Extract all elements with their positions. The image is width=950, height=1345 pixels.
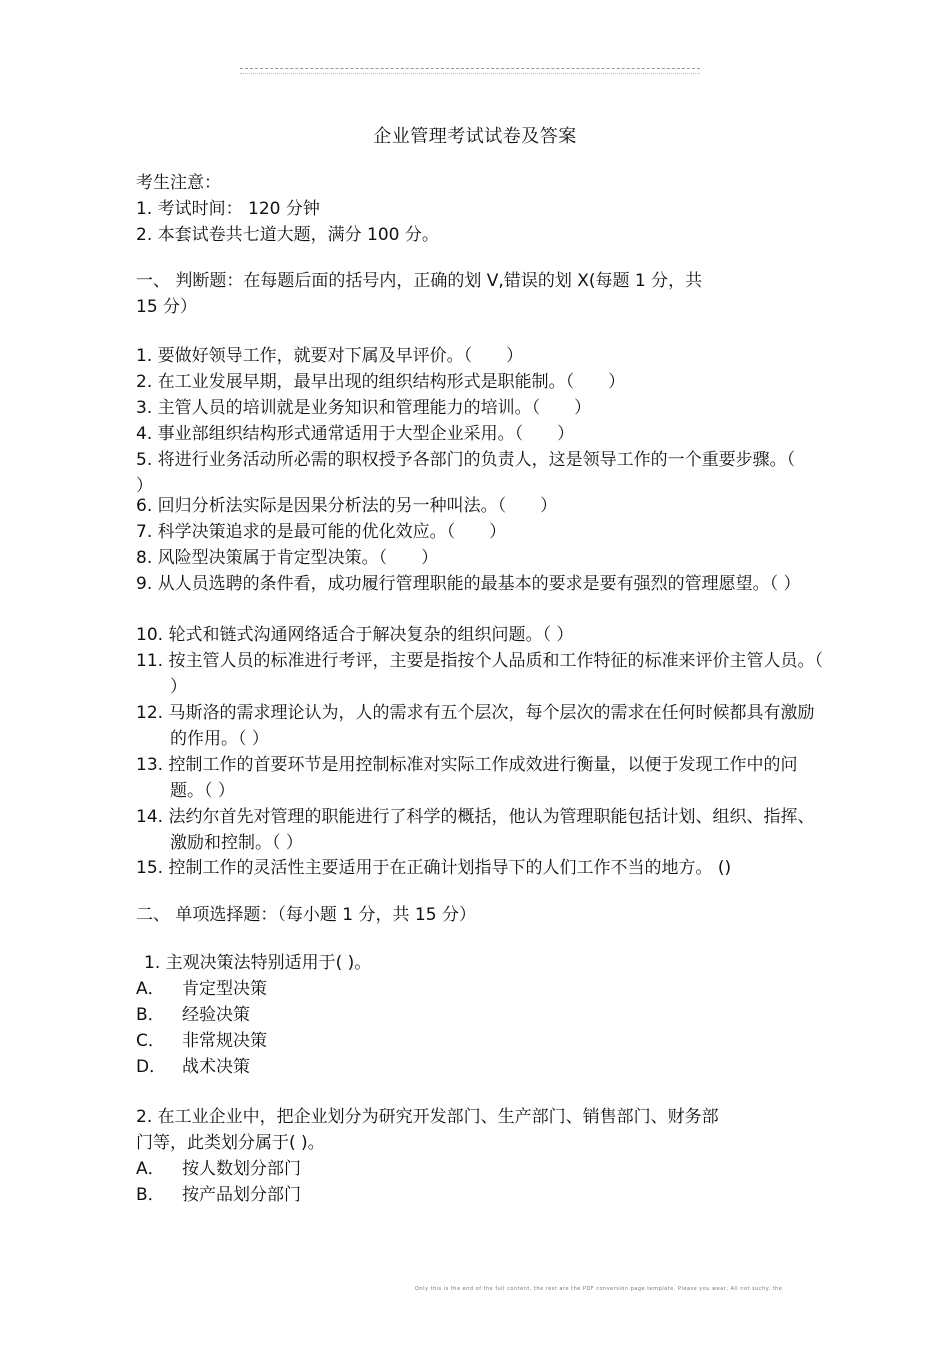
notice-heading: 考生注意： (136, 173, 221, 193)
option-letter: A． (136, 1159, 165, 1179)
mc-question-1-option-b (136, 1002, 250, 1028)
mc-question-1-option-c (136, 1028, 267, 1054)
tf-question-14: 14. 法约尔首先对管理的职能进行了科学的概括，他认为管理职能包括计划、组织、指挥、激励和控制。（ ） (136, 807, 815, 853)
document-title: 企业管理考试试卷及答案 (373, 126, 577, 147)
tf-question-5: 5. 将进行业务活动所必需的职权授予各部门的负责人，这是领导工作的一个重要步骤。（ ） (136, 450, 796, 496)
tf-question-4: 4. 事业部组织结构形式通常适用于大型企业采用。（ ） (136, 424, 575, 444)
tf-question-12: 12. 马斯洛的需求理论认为，人的需求有五个层次，每个层次的需求在任何时候都具有激励的作用。（ ） (136, 703, 815, 749)
option-letter: D． (136, 1057, 167, 1077)
tf-question-8: 8. 风险型决策属于肯定型决策。（ ） (136, 548, 439, 568)
option-letter: B． (136, 1185, 165, 1205)
option-letter: B． (136, 1005, 165, 1025)
mc-question-1-stem: 1. 主观决策法特别适用于( )。 (144, 953, 372, 973)
option-text: 非常规决策 (182, 1031, 267, 1051)
tf-question-15: 15. 控制工作的灵活性主要适用于在正确计划指导下的人们工作不当的地方。 () (136, 858, 732, 878)
option-text: 肯定型决策 (182, 979, 267, 999)
header-rule (240, 68, 700, 74)
mc-question-2-option-a (136, 1156, 301, 1182)
tf-question-9: 9. 从人员选聘的条件看，成功履行管理职能的最基本的要求是要有强烈的管理愿望。（ ） (136, 574, 801, 594)
tf-question-3: 3. 主管人员的培训就是业务知识和管理能力的培训。（ ） (136, 398, 592, 418)
option-letter: C． (136, 1031, 165, 1051)
tf-question-13: 13. 控制工作的首要环节是用控制标准对实际工作成效进行衡量，以便于发现工作中的问题。（ ） (136, 755, 798, 801)
mc-question-2-stem-cont: 门等，此类划分属于( )。 (136, 1133, 325, 1153)
tf-question-10: 10. 轮式和链式沟通网络适合于解决复杂的组织问题。（ ） (136, 625, 574, 645)
option-text: 按产品划分部门 (182, 1185, 301, 1205)
tf-question-6: 6. 回归分析法实际是因果分析法的另一种叫法。（ ） (136, 496, 558, 516)
notice-item: 2. 本套试卷共七道大题，满分 100 分。 (136, 225, 439, 245)
option-text: 战术决策 (182, 1057, 250, 1077)
section1-heading-cont: 15 分） (136, 297, 198, 317)
mc-question-1-option-a (136, 976, 267, 1002)
tf-question-2: 2. 在工业发展早期，最早出现的组织结构形式是职能制。（ ） (136, 372, 626, 392)
page-footer: Only this is the end of the full content, the rest are the PDF conversion page template. Please you wear, All not suchy. the (415, 1286, 783, 1292)
tf-question-1: 1. 要做好领导工作，就要对下属及早评价。（ ） (136, 346, 524, 366)
tf-question-11: 11. 按主管人员的标准进行考评，主要是指按个人品质和工作特征的标准来评价主管人员。（ ） (136, 651, 823, 697)
option-text: 按人数划分部门 (182, 1159, 301, 1179)
section1-heading: 一、 判断题：在每题后面的括号内，正确的划 V,错误的划 X(每题 1 分，共 (136, 271, 703, 291)
option-letter: A． (136, 979, 165, 999)
option-text: 经验决策 (182, 1005, 250, 1025)
mc-question-1-option-d (136, 1054, 250, 1080)
section2-heading: 二、 单项选择题：（每小题 1 分，共 15 分） (136, 905, 476, 925)
mc-question-2-stem: 2. 在工业企业中，把企业划分为研究开发部门、生产部门、销售部门、财务部 (136, 1107, 719, 1127)
notice-item: 1. 考试时间： 120 分钟 (136, 199, 320, 219)
tf-question-7: 7. 科学决策追求的是最可能的优化效应。（ ） (136, 522, 507, 542)
mc-question-2-option-b (136, 1182, 301, 1208)
